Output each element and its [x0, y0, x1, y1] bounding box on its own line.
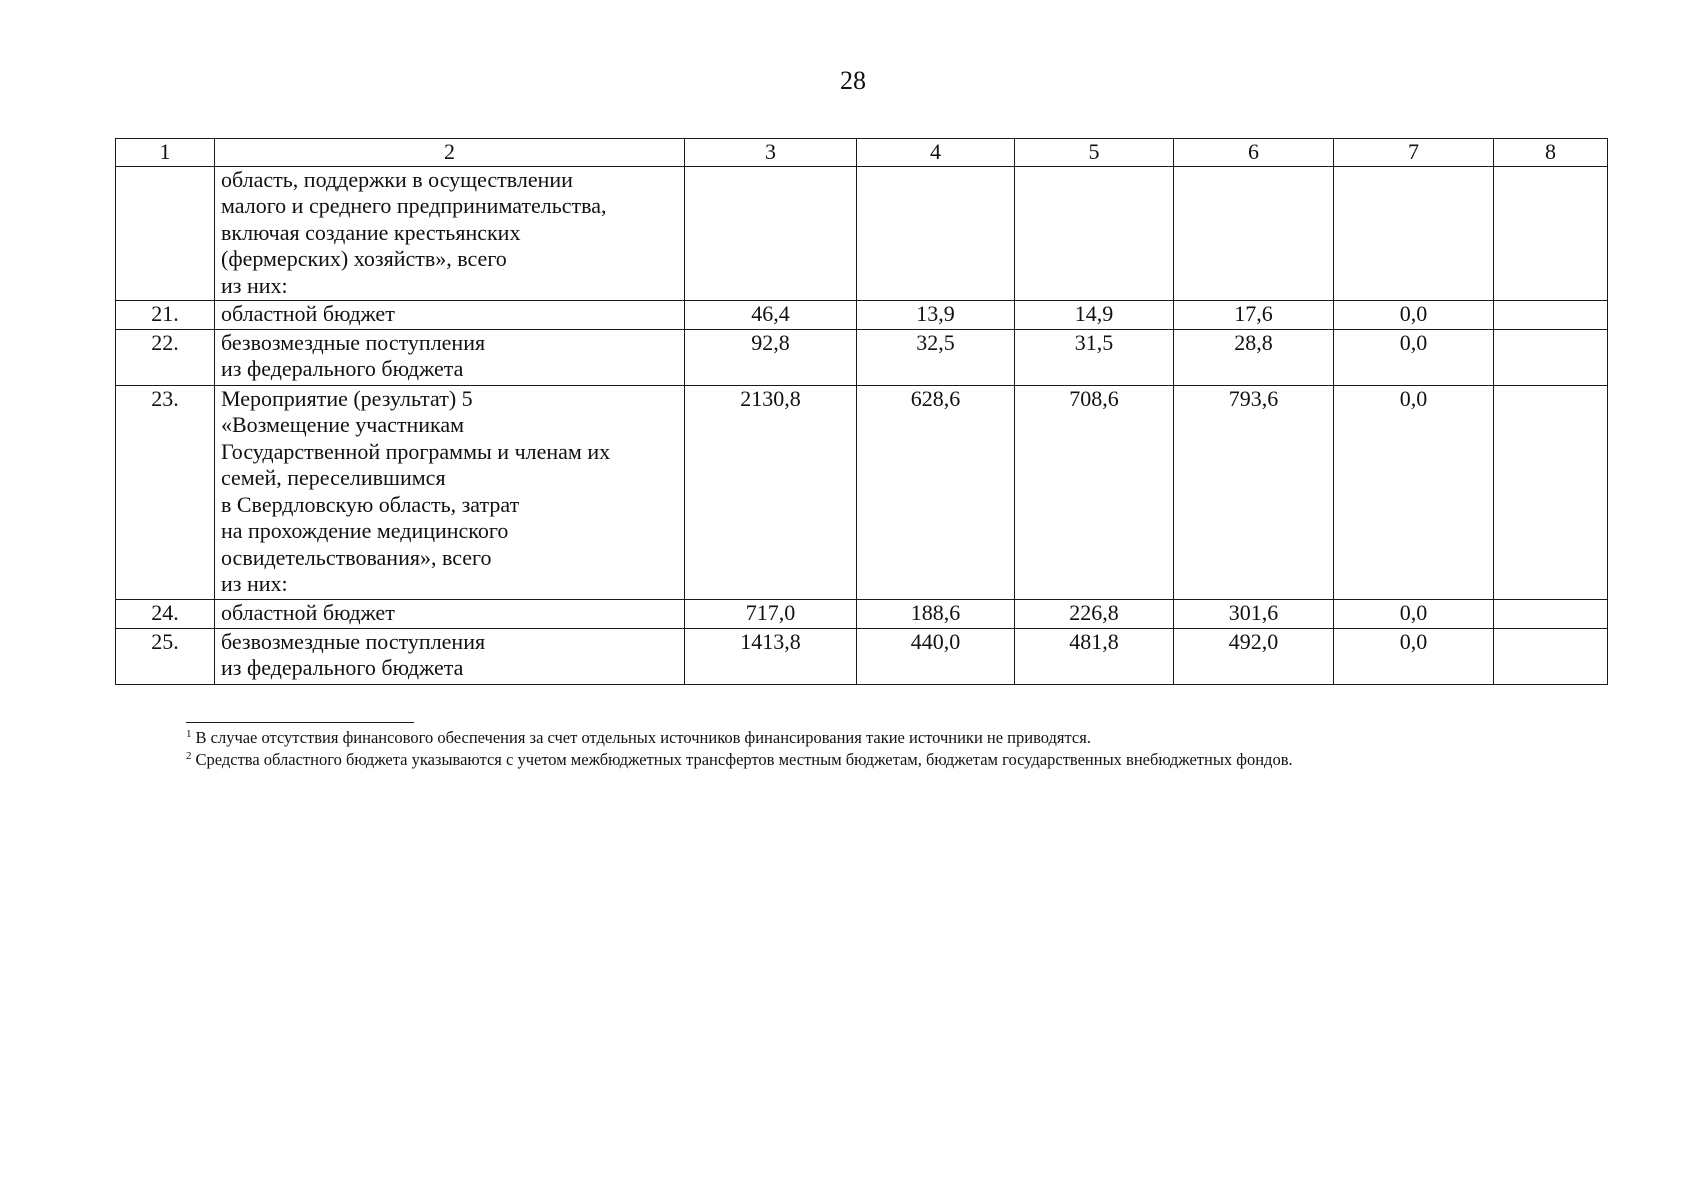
- row-number: 22.: [116, 329, 215, 385]
- table-row: [116, 385, 1608, 599]
- row-number: 25.: [116, 628, 215, 684]
- column-header: 3: [685, 139, 857, 167]
- row-description: область, поддержки в осуществлении малого и среднего предпринимательства, включая создание крестьянских (фермерских) хозяйств», всего из них:: [215, 166, 685, 300]
- footnote-2: [186, 749, 1293, 771]
- value-cell: 17,6: [1174, 300, 1334, 329]
- value-cell: [1015, 166, 1174, 300]
- value-cell: 46,4: [685, 300, 857, 329]
- value-cell: 440,0: [857, 628, 1015, 684]
- table-header-row: [116, 139, 1608, 167]
- column-header: 6: [1174, 139, 1334, 167]
- table-row: [116, 166, 1608, 300]
- column-header: 4: [857, 139, 1015, 167]
- value-cell: 492,0: [1174, 628, 1334, 684]
- footnotes: [186, 722, 1293, 771]
- budget-table: [115, 138, 1608, 685]
- table-row: [116, 329, 1608, 385]
- footnote-text: Средства областного бюджета указываются с учетом межбюджетных трансфертов местным бюджетам, бюджетам государственных внебюджетных фондов.: [195, 750, 1293, 769]
- value-cell: 481,8: [1015, 628, 1174, 684]
- row-number: 23.: [116, 385, 215, 599]
- value-cell: 226,8: [1015, 599, 1174, 628]
- row-number: 21.: [116, 300, 215, 329]
- value-cell: 708,6: [1015, 385, 1174, 599]
- footnote-1: [186, 727, 1293, 749]
- footnote-text: В случае отсутствия финансового обеспечения за счет отдельных источников финансирования такие источники не приводятся.: [195, 728, 1091, 747]
- page-number: 28: [840, 66, 866, 95]
- value-cell: 13,9: [857, 300, 1015, 329]
- footnote-mark: 1: [186, 727, 192, 740]
- value-cell: [1494, 385, 1608, 599]
- value-cell: 717,0: [685, 599, 857, 628]
- column-header: 1: [116, 139, 215, 167]
- value-cell: 0,0: [1334, 329, 1494, 385]
- value-cell: 0,0: [1334, 599, 1494, 628]
- value-cell: 14,9: [1015, 300, 1174, 329]
- row-number: 24.: [116, 599, 215, 628]
- value-cell: [1494, 628, 1608, 684]
- table-row: [116, 300, 1608, 329]
- value-cell: 31,5: [1015, 329, 1174, 385]
- value-cell: 188,6: [857, 599, 1015, 628]
- value-cell: 28,8: [1174, 329, 1334, 385]
- table-row: [116, 599, 1608, 628]
- row-description: безвозмездные поступления из федерального бюджета: [215, 329, 685, 385]
- value-cell: 92,8: [685, 329, 857, 385]
- value-cell: [1334, 166, 1494, 300]
- column-header: 2: [215, 139, 685, 167]
- value-cell: [685, 166, 857, 300]
- table-row: [116, 628, 1608, 684]
- value-cell: [1494, 599, 1608, 628]
- value-cell: 628,6: [857, 385, 1015, 599]
- column-header: 7: [1334, 139, 1494, 167]
- row-description: областной бюджет: [215, 300, 685, 329]
- value-cell: 2130,8: [685, 385, 857, 599]
- value-cell: [1174, 166, 1334, 300]
- row-description: Мероприятие (результат) 5 «Возмещение участникам Государственной программы и членам их семей, переселившимся в Свердловскую область, затрат на прохождение медицинского освидетельствования», всего из них:: [215, 385, 685, 599]
- footnote-divider: [186, 722, 414, 723]
- footnote-mark: 2: [186, 749, 192, 762]
- value-cell: [1494, 300, 1608, 329]
- value-cell: [1494, 166, 1608, 300]
- row-description: областной бюджет: [215, 599, 685, 628]
- value-cell: 0,0: [1334, 385, 1494, 599]
- value-cell: 1413,8: [685, 628, 857, 684]
- column-header: 5: [1015, 139, 1174, 167]
- value-cell: 793,6: [1174, 385, 1334, 599]
- value-cell: 301,6: [1174, 599, 1334, 628]
- value-cell: 0,0: [1334, 300, 1494, 329]
- row-description: безвозмездные поступления из федерального бюджета: [215, 628, 685, 684]
- value-cell: [1494, 329, 1608, 385]
- value-cell: [857, 166, 1015, 300]
- value-cell: 0,0: [1334, 628, 1494, 684]
- value-cell: 32,5: [857, 329, 1015, 385]
- row-number: [116, 166, 215, 300]
- column-header: 8: [1494, 139, 1608, 167]
